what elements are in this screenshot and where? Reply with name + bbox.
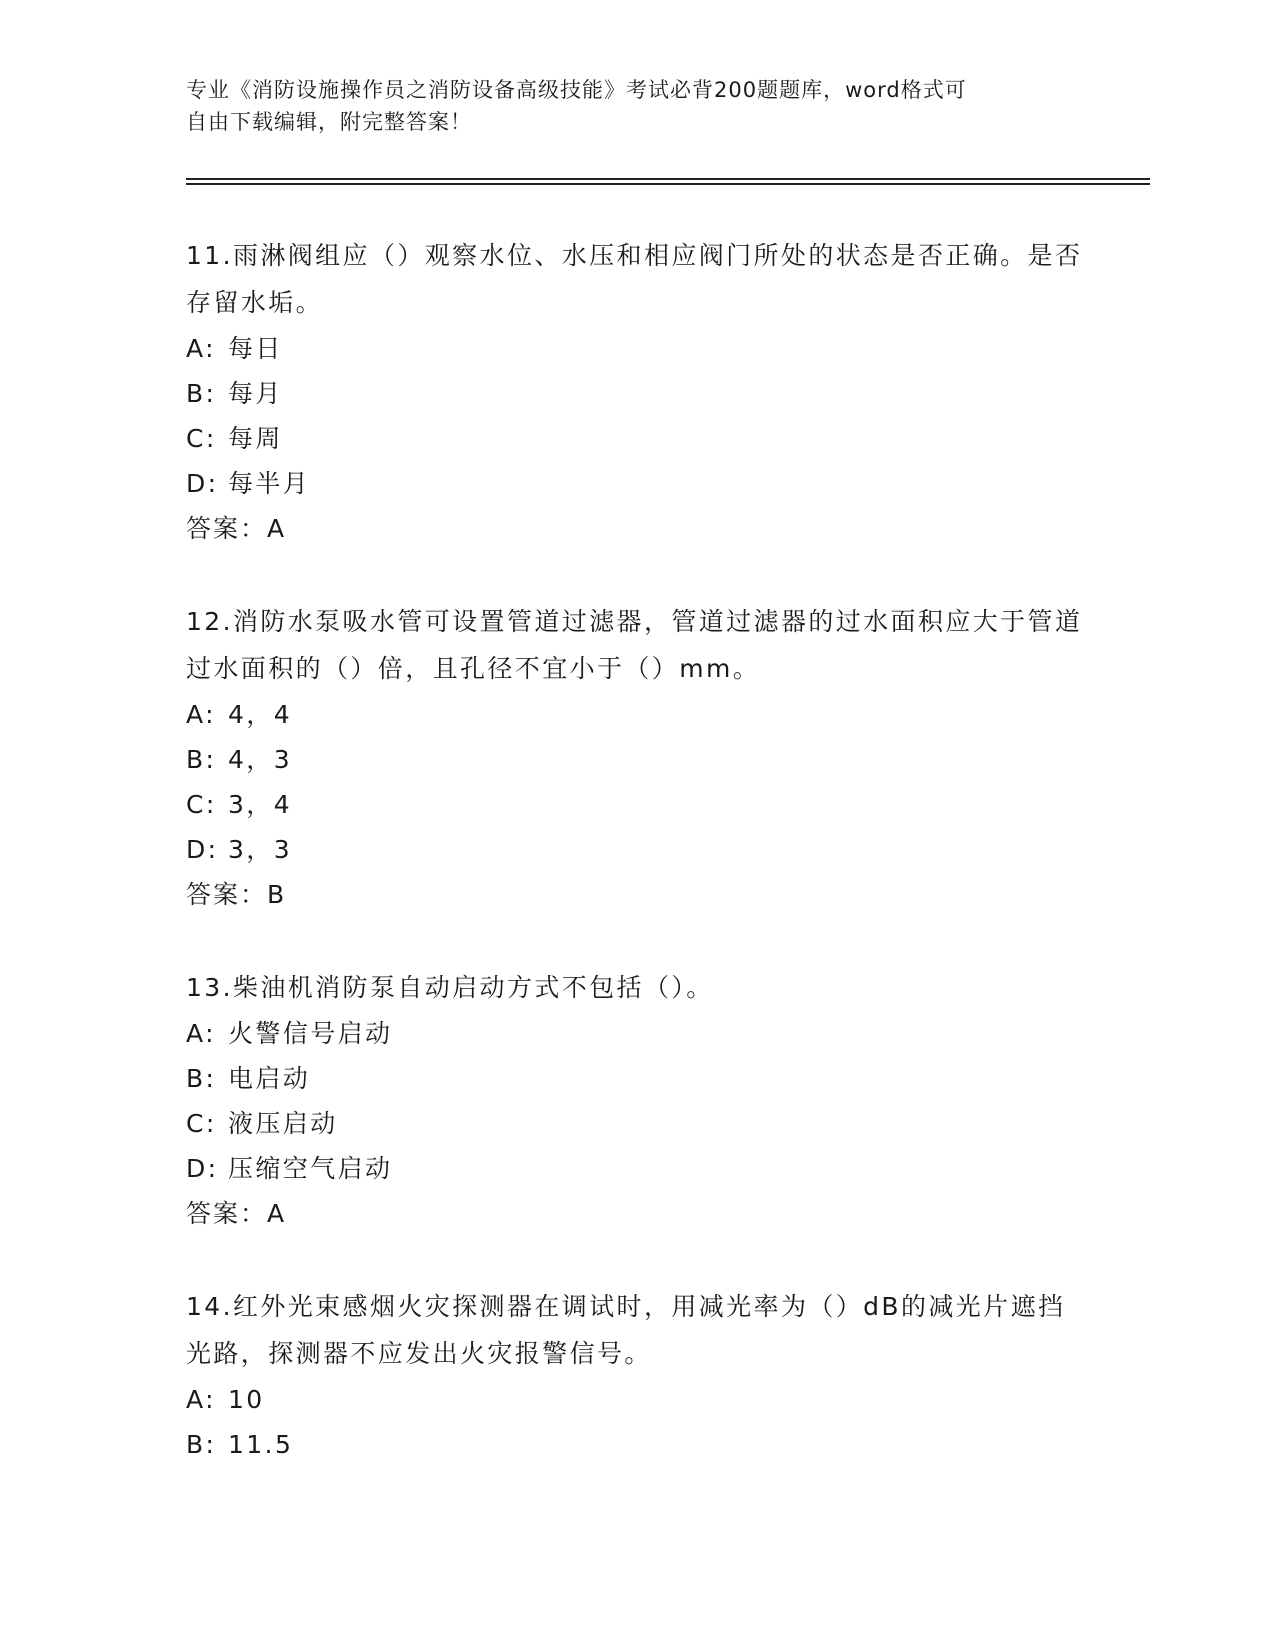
option-key: D: — [186, 835, 219, 864]
question-stem: 13.柴油机消防泵自动启动方式不包括（）。 — [186, 973, 714, 1002]
option-b — [186, 1422, 1086, 1467]
option-a — [186, 692, 1086, 737]
option-key: A: — [186, 1385, 216, 1414]
question-14 — [186, 1283, 1086, 1467]
question-stem: 12.消防水泵吸水管可设置管道过滤器，管道过滤器的过水面积应大于管道过水面积的（）倍，且孔径不宜小于（）mm。 — [186, 607, 1083, 683]
option-key: C: — [186, 1109, 217, 1138]
option-b — [186, 1056, 1086, 1101]
answer-line: 答案：B — [186, 880, 287, 909]
option-a — [186, 1011, 1086, 1056]
option-text: 11.5 — [228, 1430, 294, 1459]
option-d — [186, 827, 1086, 872]
option-a — [186, 326, 1086, 371]
option-key: D: — [186, 469, 219, 498]
option-c — [186, 416, 1086, 461]
option-key: B: — [186, 745, 217, 774]
option-key: C: — [186, 424, 217, 453]
question-stem: 11.雨淋阀组应（）观察水位、水压和相应阀门所处的状态是否正确。是否存留水垢。 — [186, 241, 1083, 317]
option-c — [186, 782, 1086, 827]
answer-line: 答案：A — [186, 514, 287, 543]
option-key: B: — [186, 1430, 217, 1459]
question-list — [186, 232, 1086, 1467]
option-text: 每周 — [228, 424, 283, 453]
option-key: C: — [186, 790, 217, 819]
header-divider-top — [186, 178, 1150, 180]
option-a — [186, 1377, 1086, 1422]
option-text: 4，3 — [228, 745, 293, 774]
question-11 — [186, 232, 1086, 552]
option-key: A: — [186, 700, 216, 729]
option-key: D: — [186, 1154, 219, 1183]
option-text: 每日 — [228, 334, 283, 363]
option-text: 4，4 — [228, 700, 293, 729]
answer-line: 答案：A — [186, 1199, 287, 1228]
option-text: 10 — [228, 1385, 265, 1414]
option-c — [186, 1101, 1086, 1146]
option-text: 3，4 — [228, 790, 293, 819]
option-d — [186, 1146, 1086, 1191]
option-b — [186, 371, 1086, 416]
header-divider-bottom — [186, 183, 1150, 185]
option-text: 火警信号启动 — [228, 1019, 393, 1048]
option-text: 液压启动 — [228, 1109, 338, 1138]
option-text: 电启动 — [228, 1064, 311, 1093]
header-line-2: 自由下载编辑，附完整答案！ — [186, 110, 472, 134]
question-13 — [186, 964, 1086, 1237]
option-key: A: — [186, 334, 216, 363]
question-12 — [186, 598, 1086, 918]
option-text: 压缩空气启动 — [228, 1154, 393, 1183]
question-stem: 14.红外光束感烟火灾探测器在调试时，用减光率为（）dB的减光片遮挡光路，探测器不应发出火灾报警信号。 — [186, 1292, 1066, 1368]
option-d — [186, 461, 1086, 506]
option-key: B: — [186, 1064, 217, 1093]
option-key: A: — [186, 1019, 216, 1048]
option-text: 每月 — [228, 379, 283, 408]
option-text: 3，3 — [228, 835, 293, 864]
option-b — [186, 737, 1086, 782]
option-text: 每半月 — [228, 469, 311, 498]
option-key: B: — [186, 379, 217, 408]
header-line-1: 专业《消防设施操作员之消防设备高级技能》考试必背200题题库，word格式可 — [186, 78, 967, 102]
document-header — [186, 74, 1066, 138]
